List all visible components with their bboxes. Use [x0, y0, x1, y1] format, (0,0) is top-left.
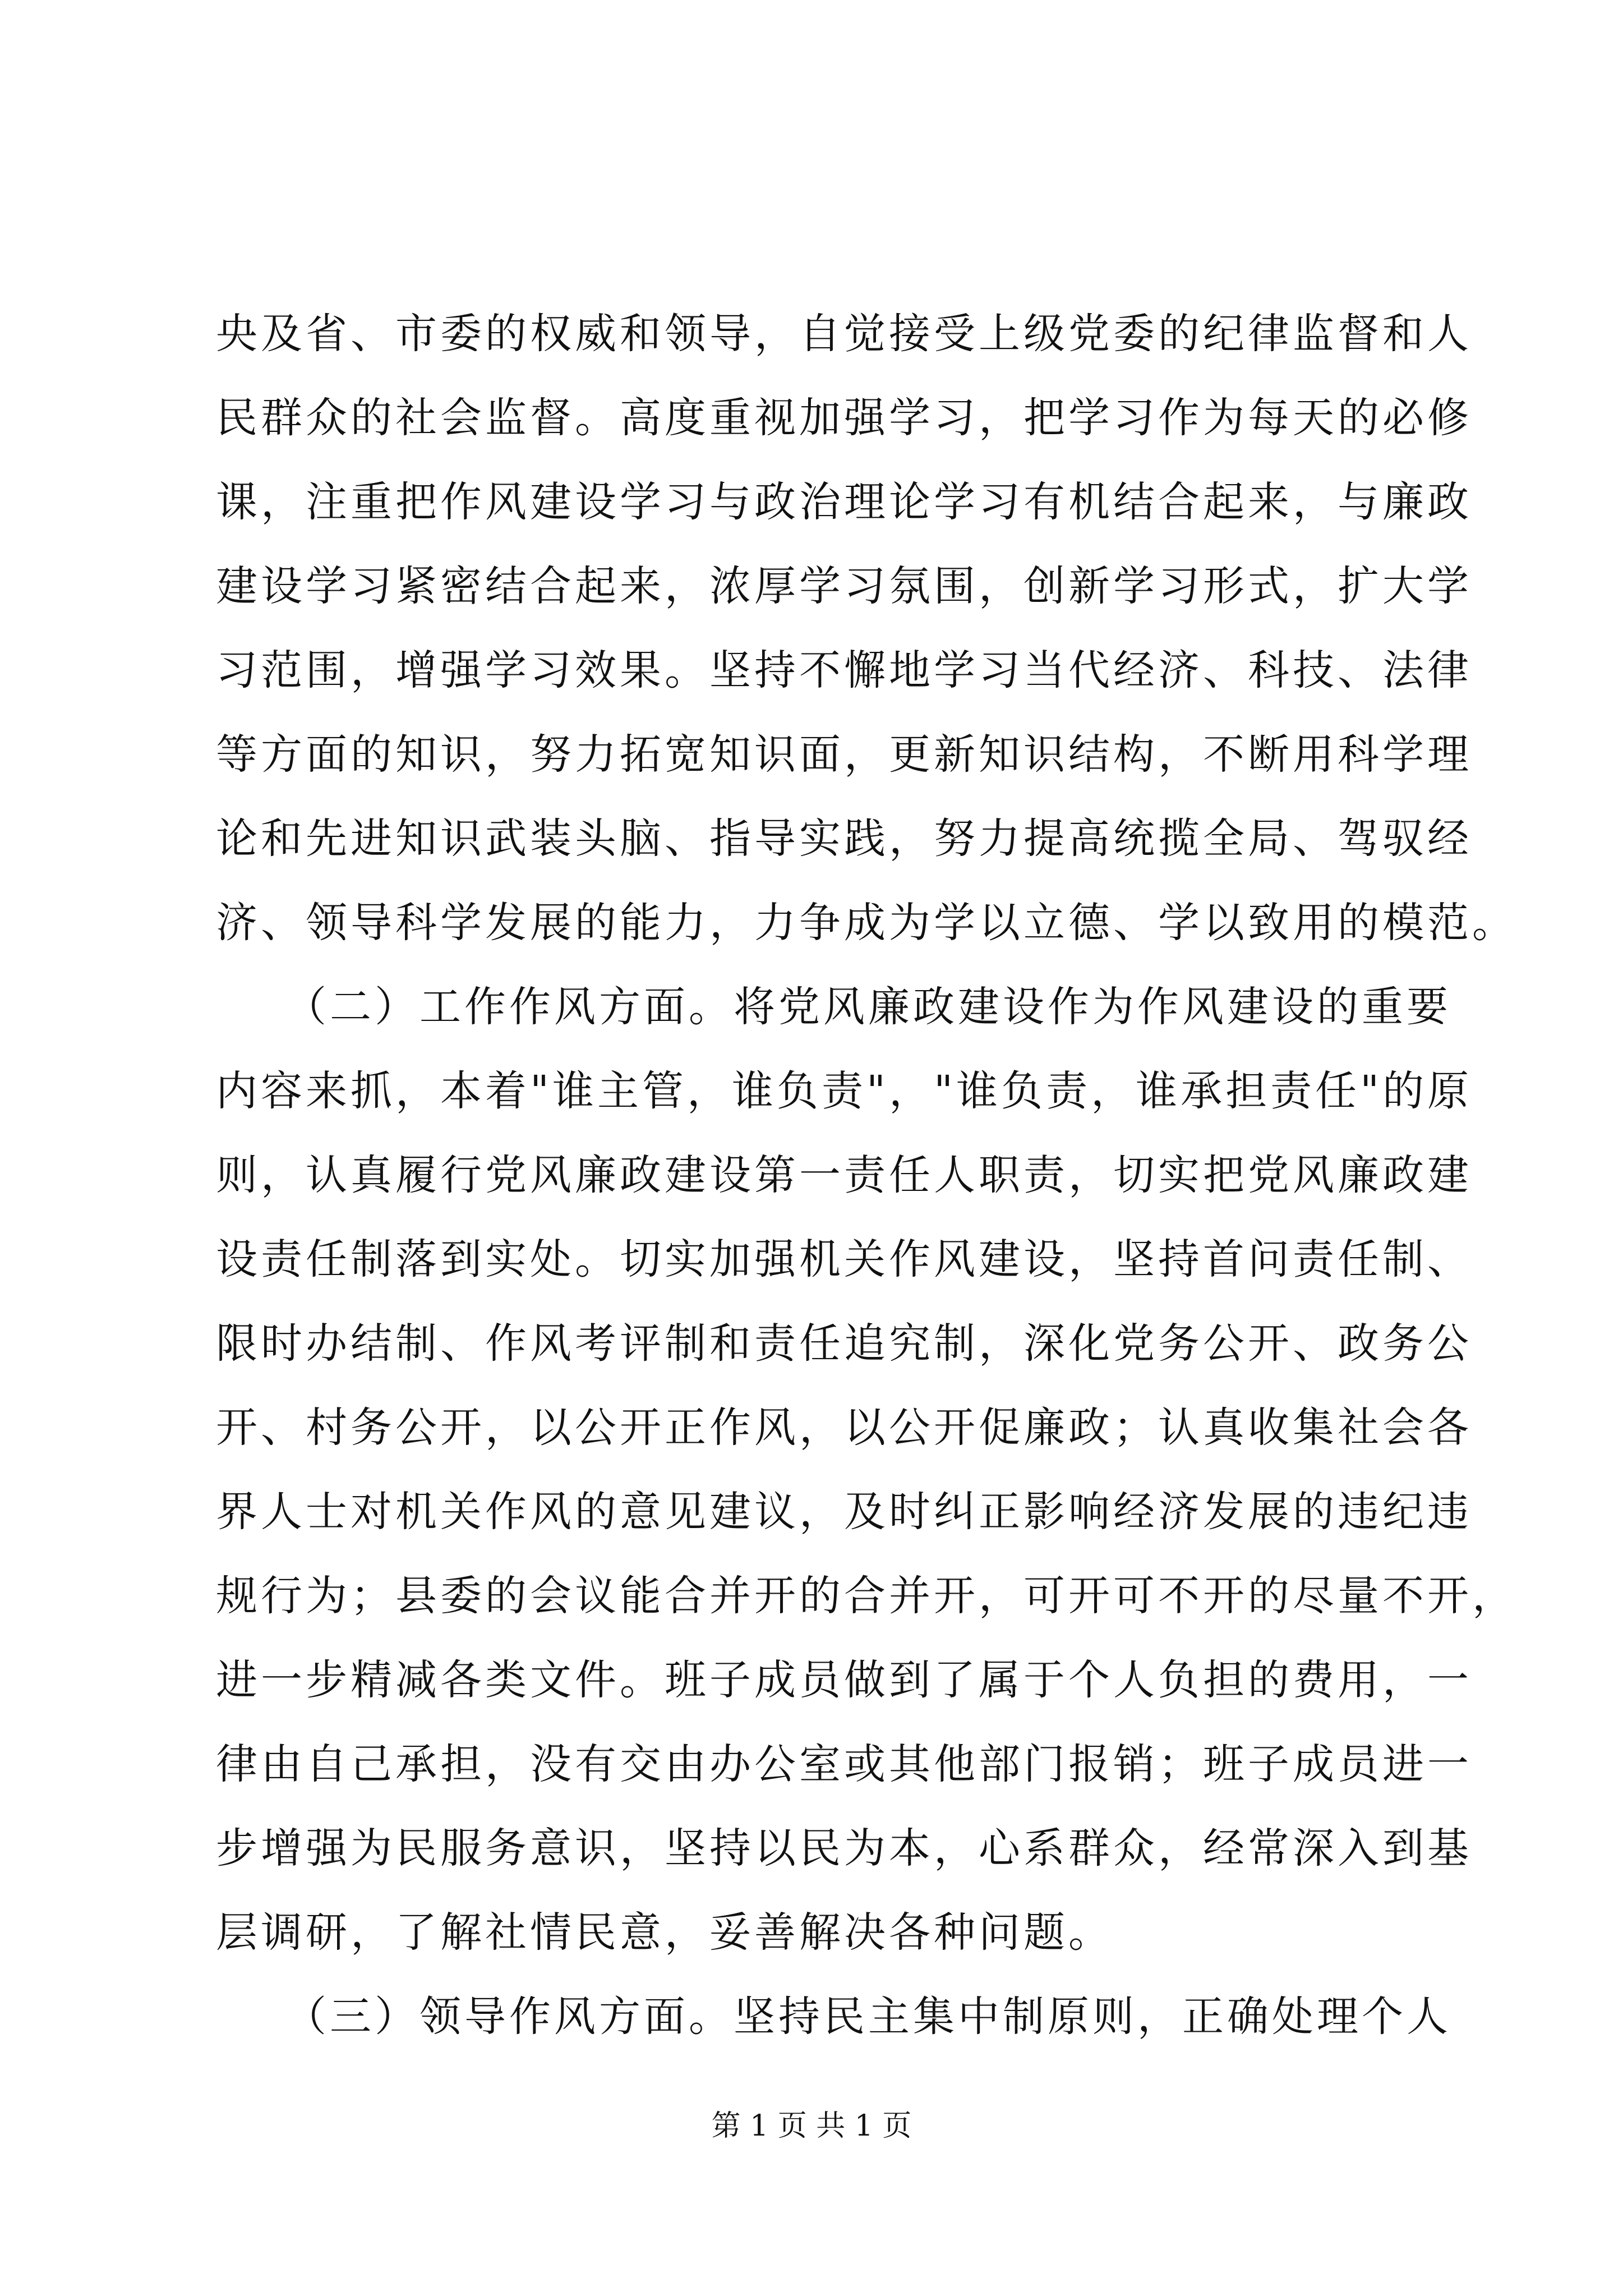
text-line: 建设学习紧密结合起来，浓厚学习氛围，创新学习形式，扩大学 — [216, 562, 1472, 610]
text-line: 济、领导科学发展的能力，力争成为学以立德、学以致用的模范。 — [216, 899, 1517, 947]
text-line: 界人士对机关作风的意见建议，及时纠正影响经济发展的违纪违 — [216, 1488, 1472, 1536]
text-line: 习范围，增强学习效果。坚持不懈地学习当代经济、科技、法律 — [216, 646, 1472, 694]
text-line: （三）领导作风方面。坚持民主集中制原则，正确处理个人 — [216, 1993, 1451, 2041]
text-line: 规行为；县委的会议能合并开的合并开，可开可不开的尽量不开， — [216, 1572, 1517, 1620]
text-line: 律由自己承担，没有交由办公室或其他部门报销；班子成员进一 — [216, 1740, 1472, 1788]
text-line: 内容来抓，本着"谁主管，谁负责"，"谁负责，谁承担责任"的原 — [216, 1067, 1473, 1115]
body-text — [216, 292, 1517, 2059]
text-line: 等方面的知识，努力拓宽知识面，更新知识结构，不断用科学理 — [216, 730, 1472, 779]
text-line: 课，注重把作风建设学习与政治理论学习有机结合起来，与廉政 — [216, 478, 1472, 526]
text-line: 开、村务公开，以公开正作风，以公开促廉政；认真收集社会各 — [216, 1404, 1472, 1452]
text-line: 则，认真履行党风廉政建设第一责任人职责，切实把党风廉政建 — [216, 1151, 1472, 1199]
page-footer: 第 1 页 共 1 页 — [711, 2109, 912, 2143]
text-line: 层调研，了解社情民意，妥善解决各种问题。 — [216, 1908, 1113, 1957]
text-line: 设责任制落到实处。切实加强机关作风建设，坚持首问责任制、 — [216, 1235, 1472, 1283]
text-line: 进一步精减各类文件。班子成员做到了属于个人负担的费用，一 — [216, 1656, 1472, 1704]
text-line: 央及省、市委的权威和领导，自觉接受上级党委的纪律监督和人 — [216, 310, 1472, 358]
text-line: （二）工作作风方面。将党风廉政建设作为作风建设的重要 — [216, 983, 1451, 1031]
text-line: 限时办结制、作风考评制和责任追究制，深化党务公开、政务公 — [216, 1319, 1472, 1368]
text-line: 步增强为民服务意识，坚持以民为本，心系群众，经常深入到基 — [216, 1824, 1472, 1872]
text-line: 论和先进知识武装头脑、指导实践，努力提高统揽全局、驾驭经 — [216, 815, 1472, 863]
text-line: 民群众的社会监督。高度重视加强学习，把学习作为每天的必修 — [216, 394, 1472, 442]
